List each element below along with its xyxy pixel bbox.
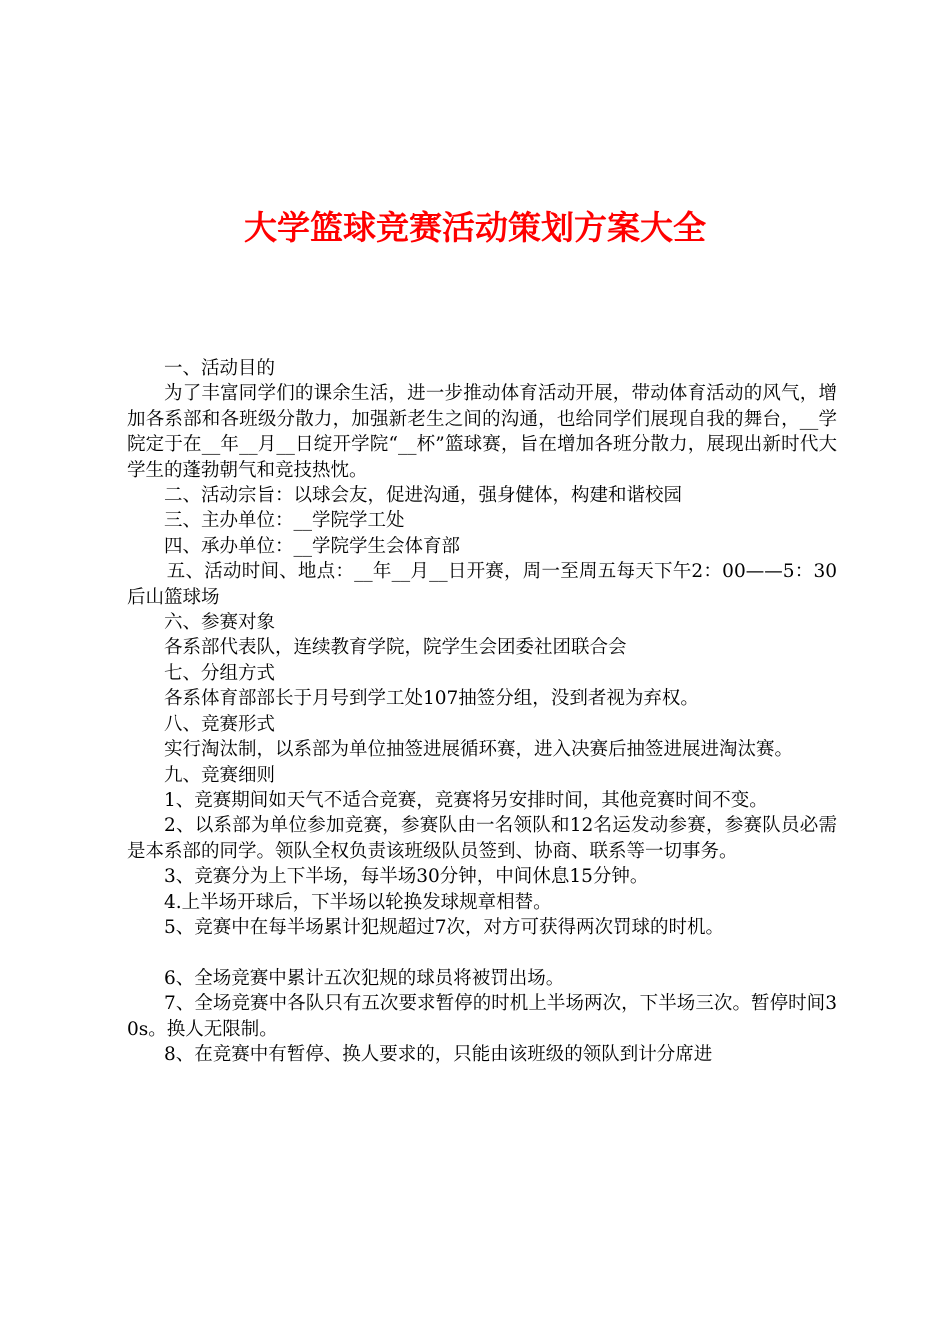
blank-line	[127, 940, 837, 965]
paragraph-rule-8: 8、在竞赛中有暂停、换人要求的，只能由该班级的领队到计分席进	[164, 1043, 713, 1065]
paragraph-section-7-heading: 七、分组方式	[164, 662, 276, 684]
paragraph-section-6-heading: 六、参赛对象	[164, 612, 276, 634]
paragraph-rule-7: 7、全场竞赛中各队只有五次要求暂停的时机上半场两次，下半场三次。暂停时间30s。换人无限制。	[127, 993, 837, 1040]
paragraph-section-4: 四、承办单位：__学院学生会体育部	[164, 535, 461, 557]
paragraph-rule-6: 6、全场竞赛中累计五次犯规的球员将被罚出场。	[164, 967, 565, 989]
paragraph-rule-5: 5、竞赛中在每半场累计犯规超过7次，对方可获得两次罚球的时机。	[164, 916, 725, 938]
paragraph-rule-3: 3、竞赛分为上下半场，每半场30分钟，中间休息15分钟。	[164, 866, 649, 888]
paragraph-rule-2: 2、以系部为单位参加竞赛，参赛队由一名领队和12名运发动参赛，参赛队员必需是本系部的同学。领队全权负责该班级队员签到、协商、联系等一切事务。	[127, 815, 837, 862]
paragraph-section-5: 五、活动时间、地点：__年__月__日开赛，周一至周五每天下午2：00——5：30后山篮球场	[127, 561, 837, 608]
document-body	[127, 356, 837, 1067]
paragraph-section-9-heading: 九、竞赛细则	[164, 764, 276, 786]
paragraph-section-3: 三、主办单位：__学院学工处	[164, 510, 405, 532]
paragraph-rule-4: 4.上半场开球后，下半场以轮换发球规章相替。	[164, 891, 552, 913]
paragraph-rule-1: 1、竞赛期间如天气不适合竞赛，竞赛将另安排时间，其他竞赛时间不变。	[164, 789, 768, 811]
paragraph-format: 实行淘汰制，以系部为单位抽签进展循环赛，进入决赛后抽签进展进淘汰赛。	[164, 739, 794, 761]
paragraph-grouping: 各系体育部部长于月号到学工处107抽签分组，没到者视为弃权。	[164, 688, 699, 710]
paragraph-participants: 各系部代表队，连续教育学院，院学生会团委社团联合会	[164, 637, 627, 659]
paragraph-section-1-heading: 一、活动目的	[164, 358, 276, 379]
paragraph-purpose: 为了丰富同学们的课余生活，进一步推动体育活动开展，带动体育活动的风气，增加各系部和各班级分散力，加强新老生之间的沟通，也给同学们展现自我的舞台，__学院定于在__年__月__日绽开学院“__杯”篮球赛，旨在增加各班分散力，展现出新时代大学生的蓬勃朝气和竞技热忱。	[127, 383, 837, 481]
paragraph-section-2: 二、活动宗旨：以球会友，促进沟通，强身健体，构建和谐校园	[164, 485, 683, 507]
paragraph-section-8-heading: 八、竞赛形式	[164, 713, 276, 735]
document-title: 大学篮球竞赛活动策划方案大全	[244, 208, 706, 247]
